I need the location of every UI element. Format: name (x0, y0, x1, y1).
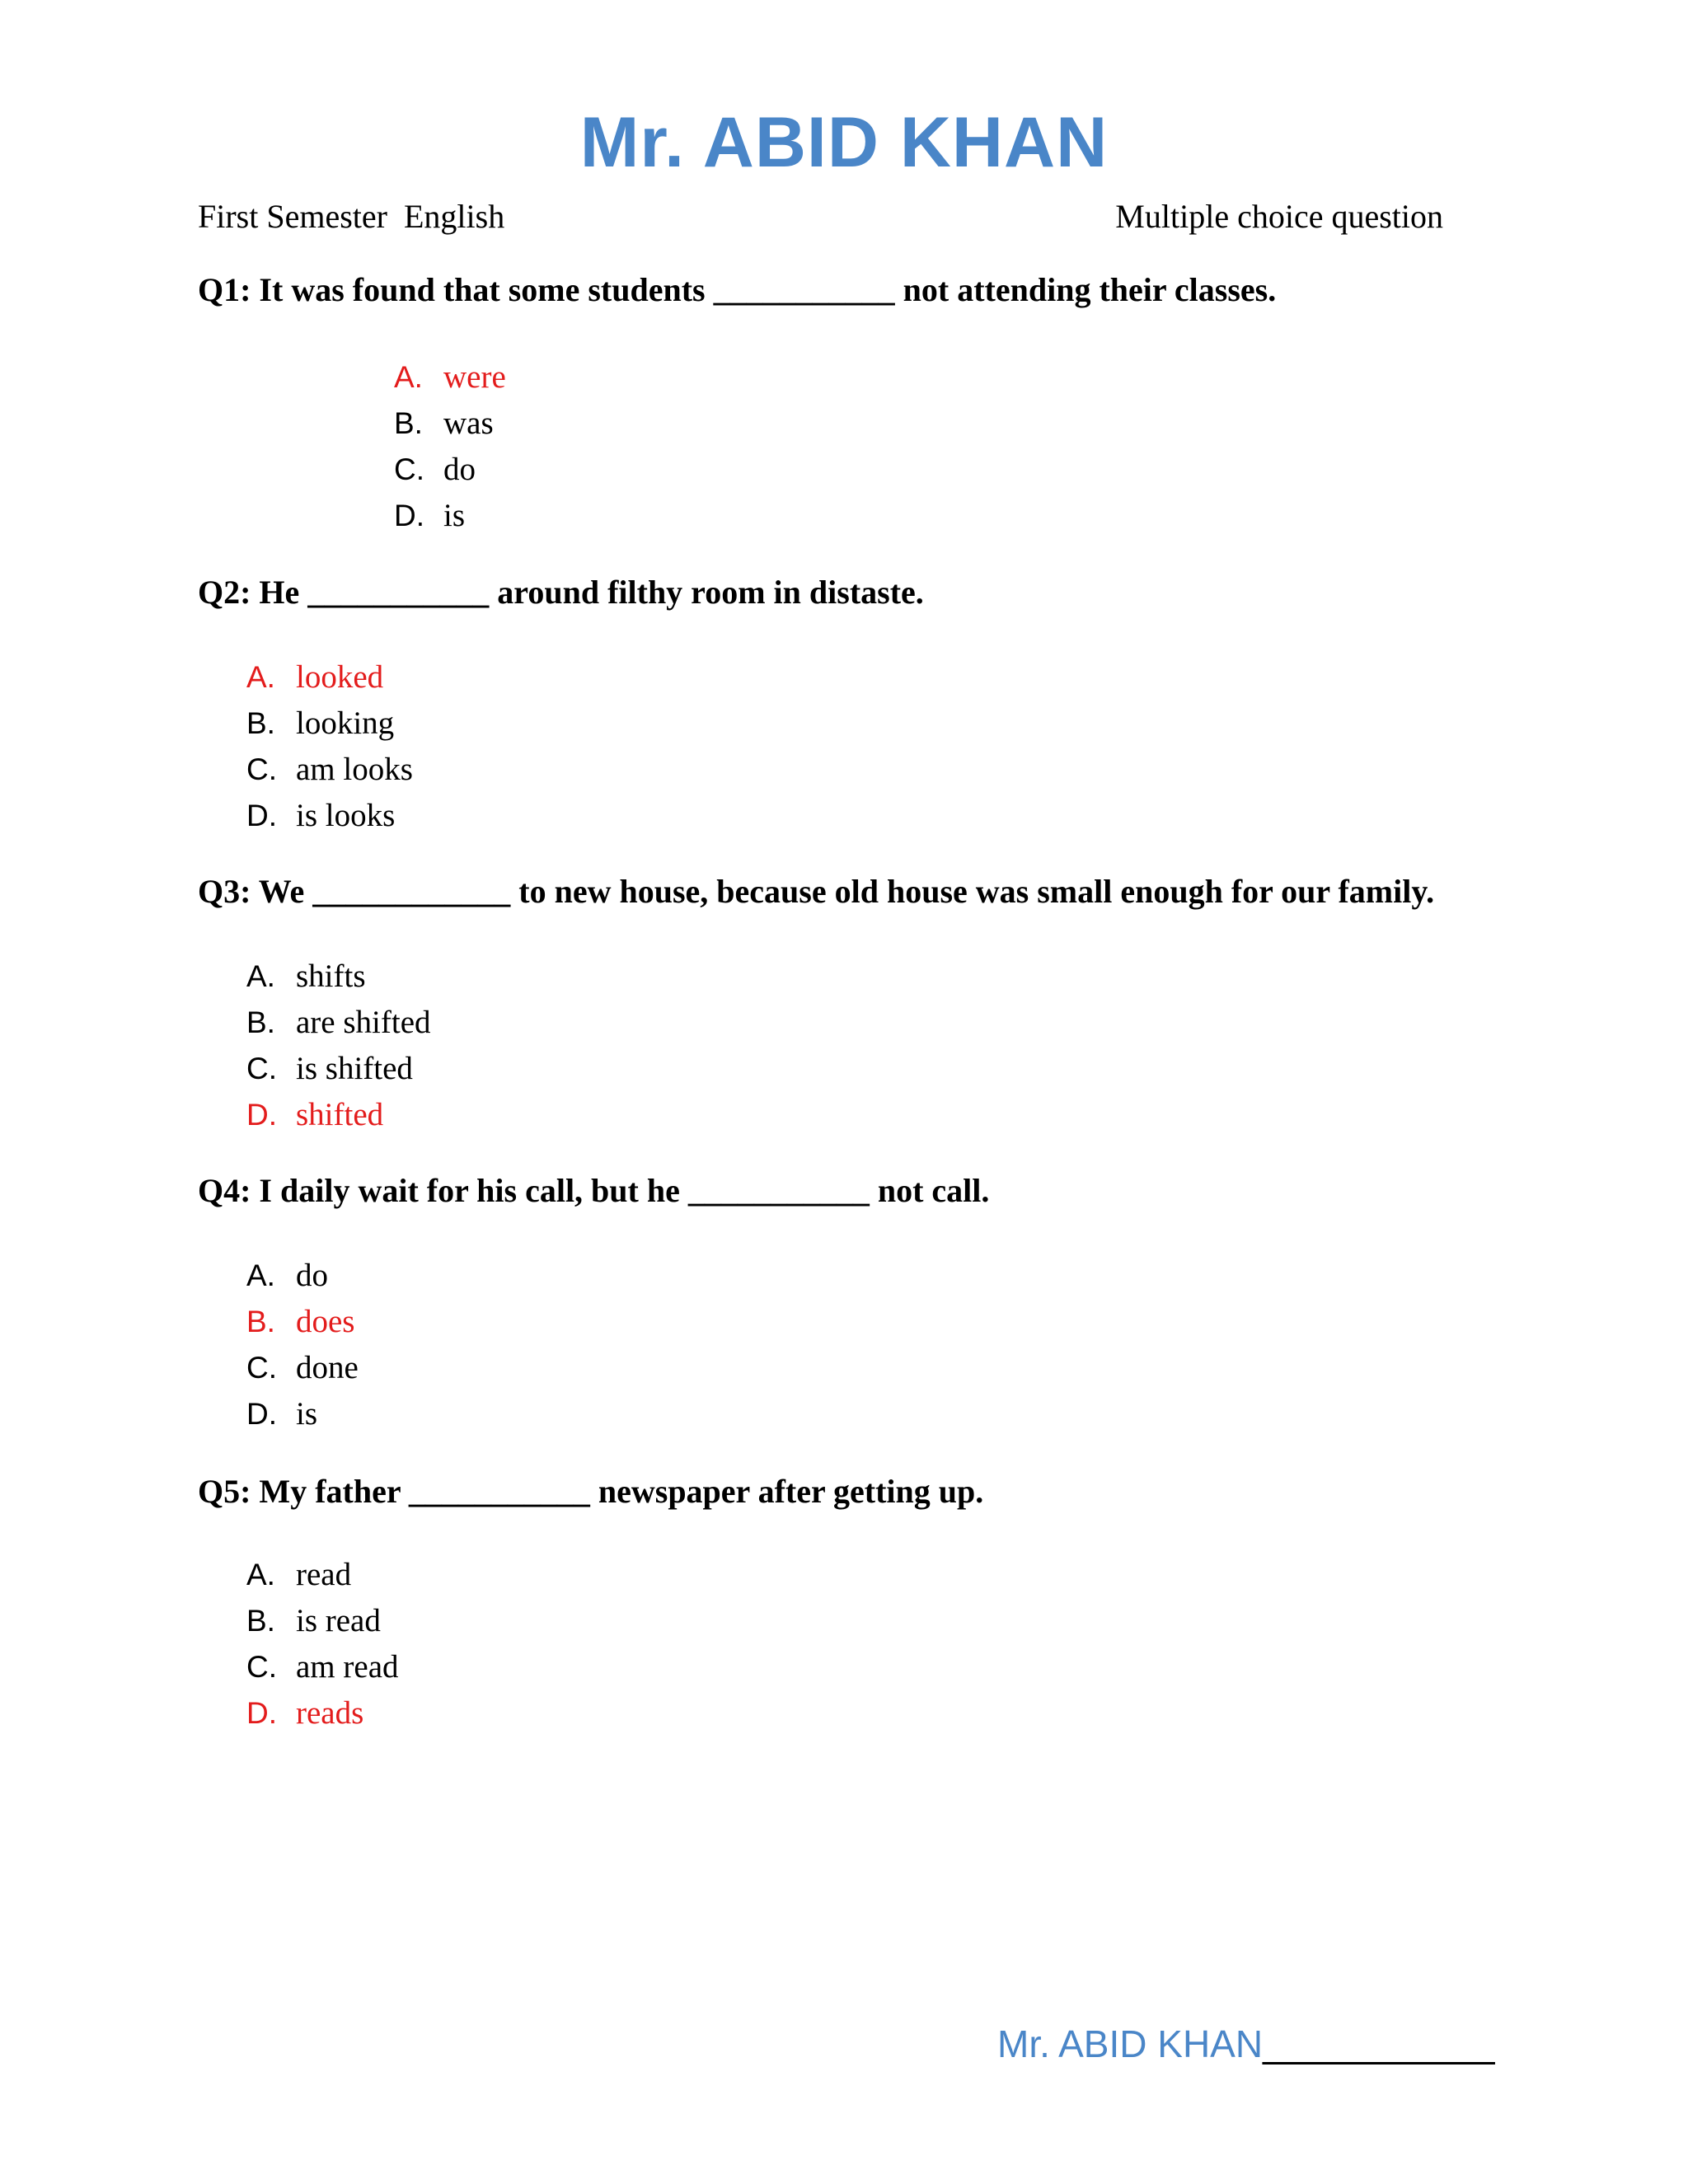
option-letter: D. (394, 499, 424, 532)
option-letter: C. (246, 1650, 277, 1684)
option-letter: D. (246, 1696, 277, 1730)
question-2: Q2: He ___________ around filthy room in distaste. (198, 574, 924, 611)
option-letter: B. (394, 406, 423, 440)
option-q3-a[interactable] (246, 954, 431, 1000)
option-letter: A. (246, 660, 275, 694)
option-q1-b[interactable] (394, 401, 506, 447)
footer-name: Mr. ABID KHAN (997, 2022, 1264, 2065)
option-text: is (443, 498, 466, 533)
option-q5-c[interactable] (246, 1644, 399, 1690)
option-q2-d[interactable] (246, 793, 413, 839)
option-letter: D. (246, 1397, 277, 1431)
options-q4 (246, 1253, 359, 1437)
option-text: is looks (296, 798, 396, 833)
test-type-label: Multiple choice question (1115, 198, 1443, 235)
option-q5-a[interactable] (246, 1552, 399, 1598)
question-4: Q4: I daily wait for his call, but he ___________ not call. (198, 1172, 990, 1209)
option-q5-b[interactable] (246, 1598, 399, 1644)
option-q4-c[interactable] (246, 1345, 359, 1391)
option-letter: A. (246, 1558, 275, 1591)
option-letter: B. (246, 706, 275, 740)
option-text: does (296, 1304, 355, 1339)
question-1: Q1: It was found that some students ___________ not attending their classes. (198, 271, 1277, 308)
option-letter: C. (246, 1351, 277, 1385)
question-3: Q3: We ____________ to new house, because old house was small enough for our family. (198, 873, 1435, 910)
option-text: do (296, 1258, 328, 1293)
option-letter: C. (246, 1052, 277, 1085)
option-q3-c[interactable] (246, 1046, 431, 1092)
option-q1-a[interactable] (394, 354, 506, 401)
options-q1 (394, 354, 506, 539)
question-5: Q5: My father ___________ newspaper after getting up. (198, 1473, 984, 1510)
option-letter: A. (246, 1258, 275, 1292)
option-text: looking (296, 705, 395, 741)
option-q4-b[interactable] (246, 1299, 359, 1345)
option-letter: B. (246, 1305, 275, 1338)
page-title: Mr. ABID KHAN (579, 103, 1109, 182)
option-text: shifted (296, 1097, 384, 1132)
signature-line: ___________ (1263, 2022, 1495, 2065)
option-letter: C. (394, 452, 424, 486)
option-letter: D. (246, 799, 277, 832)
option-letter: B. (246, 1005, 275, 1039)
option-q2-c[interactable] (246, 747, 413, 793)
course-label: First Semester English (198, 198, 505, 235)
option-letter: D. (246, 1098, 277, 1132)
option-text: are shifted (296, 1005, 431, 1040)
option-text: was (443, 405, 494, 441)
option-q2-a[interactable] (246, 654, 413, 701)
option-q5-d[interactable] (246, 1690, 399, 1736)
option-text: reads (296, 1695, 364, 1731)
option-q1-c[interactable] (394, 447, 506, 493)
option-text: looked (296, 659, 384, 695)
option-letter: A. (394, 360, 423, 394)
options-q2 (246, 654, 413, 839)
options-q3 (246, 954, 431, 1138)
option-text: do (443, 452, 476, 487)
option-text: shifts (296, 958, 366, 994)
option-q1-d[interactable] (394, 493, 506, 539)
option-q2-b[interactable] (246, 701, 413, 747)
option-text: is shifted (296, 1051, 413, 1086)
option-q3-b[interactable] (246, 1000, 431, 1046)
option-letter: C. (246, 752, 277, 786)
option-q4-d[interactable] (246, 1391, 359, 1437)
option-letter: A. (246, 959, 275, 993)
option-text: read (296, 1557, 352, 1592)
footer-signature (997, 2019, 1495, 2069)
option-text: am read (296, 1649, 399, 1685)
option-text: is (296, 1396, 318, 1432)
option-letter: B. (246, 1604, 275, 1638)
option-text: am looks (296, 752, 413, 787)
option-q4-a[interactable] (246, 1253, 359, 1299)
option-text: is read (296, 1603, 381, 1638)
option-q3-d[interactable] (246, 1092, 431, 1138)
option-text: were (443, 359, 506, 395)
option-text: done (296, 1350, 359, 1385)
options-q5 (246, 1552, 399, 1736)
